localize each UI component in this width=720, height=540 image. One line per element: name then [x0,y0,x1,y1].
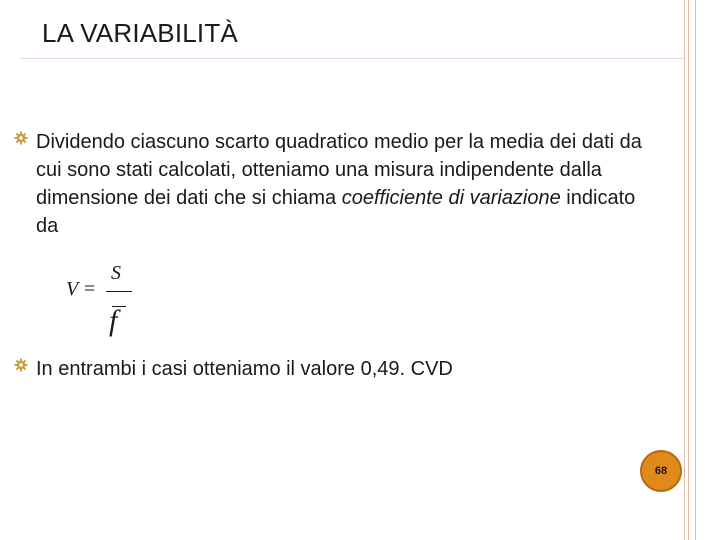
fraction-bar [106,291,132,292]
slide-title: LA VARIABILITÀ [42,18,238,48]
formula-denominator: f [109,304,118,337]
formula-equals: = [84,278,96,300]
bullet-item [14,128,654,240]
page-number-badge [640,450,682,492]
gear-icon [14,128,36,145]
gear-icon [14,355,36,372]
decorative-line [688,0,689,540]
formula [62,262,142,342]
bullet-text-plain: Dividendo ciascuno scarto quadratico medio per la media dei dati da cui sono stati calcolati, otteniamo una misura indipendente dalla dimensione dei dati che si chiama [36,131,642,209]
bullet-text-italic: coefficiente di variazione [341,187,561,209]
bullet-text [36,128,654,240]
formula-lhs: V [66,278,79,300]
formula-numerator: S [111,262,121,284]
bullet-item [14,355,654,383]
decorative-line [684,0,685,540]
title-divider [20,58,684,59]
bullet-text: In entrambi i casi otteniamo il valore 0,49. CVD [36,358,453,380]
bullet-text-plain: indicato da [36,187,636,237]
decorative-line [695,0,696,540]
page-number: 68 [654,465,668,477]
